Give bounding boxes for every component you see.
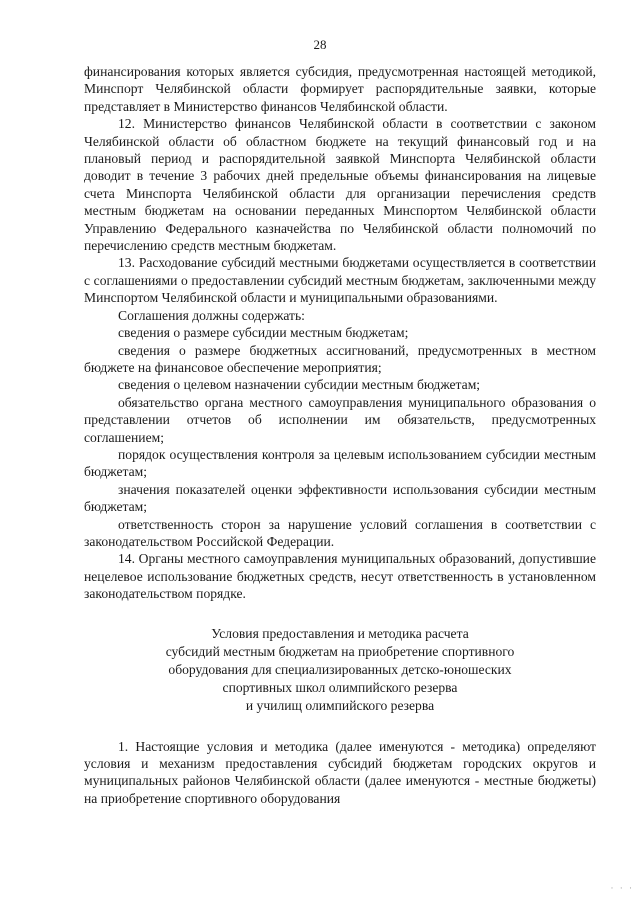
heading-line: субсидий местным бюджетам на приобретение спортивного (165, 643, 515, 659)
scan-edge-mark: · · · (610, 883, 634, 893)
heading-line: Условия предоставления и методика расчета (211, 625, 469, 641)
paragraph-14: 14. Органы местного самоуправления муниципальных образований, допустившие нецелевое использование бюджетных средств, несут ответственность в установленном законодательством порядке. (84, 551, 596, 602)
paragraph-13: 13. Расходование субсидий местными бюджетами осуществляется в соответствии с соглашениями о предоставлении субсидий местным бюджетам, заключенными между Минспортом Челябинской области и муниципальными образованиями. (84, 255, 596, 306)
section-heading (84, 625, 596, 715)
heading-line: оборудования для специализированных детско-юношеских (168, 661, 512, 677)
agreement-item: значения показателей оценки эффективности использования субсидии местным бюджетам; (84, 481, 596, 515)
agreement-item: сведения о размере субсидии местным бюджетам; (118, 325, 409, 341)
document-body (84, 63, 596, 807)
paragraph-continuation: финансирования которых является субсидия, предусмотренная настоящей методикой, Минспорт Челябинской области формирует распорядительные заявки, которые представляет в Министерство финансов Челябинской области. (84, 64, 596, 114)
heading-line: спортивных школ олимпийского резерва (222, 679, 458, 695)
agreement-item: сведения о целевом назначении субсидии местным бюджетам; (118, 377, 481, 393)
agreements-intro: Соглашения должны содержать: (118, 307, 305, 323)
paragraph-12: 12. Министерство финансов Челябинской области в соответствии с законом Челябинской области об областном бюджете на текущий финансовый год и на плановый период и распорядительной заявкой Минспорта Челябинской области доводит в течение 3 рабочих дней предельные объемы финансирования на лицевые счета Минспорта Челябинской области для организации перечисления средств местным бюджетам на основании переданных Минспортом Челябинской области Управлению Федерального казначейства по Челябинской области полномочий по перечислению средств местным бюджетам. (84, 116, 596, 254)
agreement-item: обязательство органа местного самоуправления муниципального образования о представлении отчетов об исполнении им обязательств, предусмотренных соглашением; (84, 394, 596, 445)
agreement-item: порядок осуществления контроля за целевым использованием субсидии местным бюджетам; (84, 446, 596, 480)
heading-line: и училищ олимпийского резерва (245, 697, 435, 713)
agreement-item: сведения о размере бюджетных ассигнований, предусмотренных в местном бюджете на финансовое обеспечение мероприятия; (84, 342, 596, 375)
page-number: 28 (313, 37, 327, 52)
agreement-item: ответственность сторон за нарушение условий соглашения в соответствии с законодательством Российской Федерации. (84, 516, 596, 549)
paragraph-1: 1. Настоящие условия и методика (далее именуются - методика) определяют условия и механизм предоставления субсидий бюджетам городских округов и муниципальных районов Челябинской области (далее именуются - местные бюджеты) на приобретение спортивного оборудования (84, 738, 596, 806)
